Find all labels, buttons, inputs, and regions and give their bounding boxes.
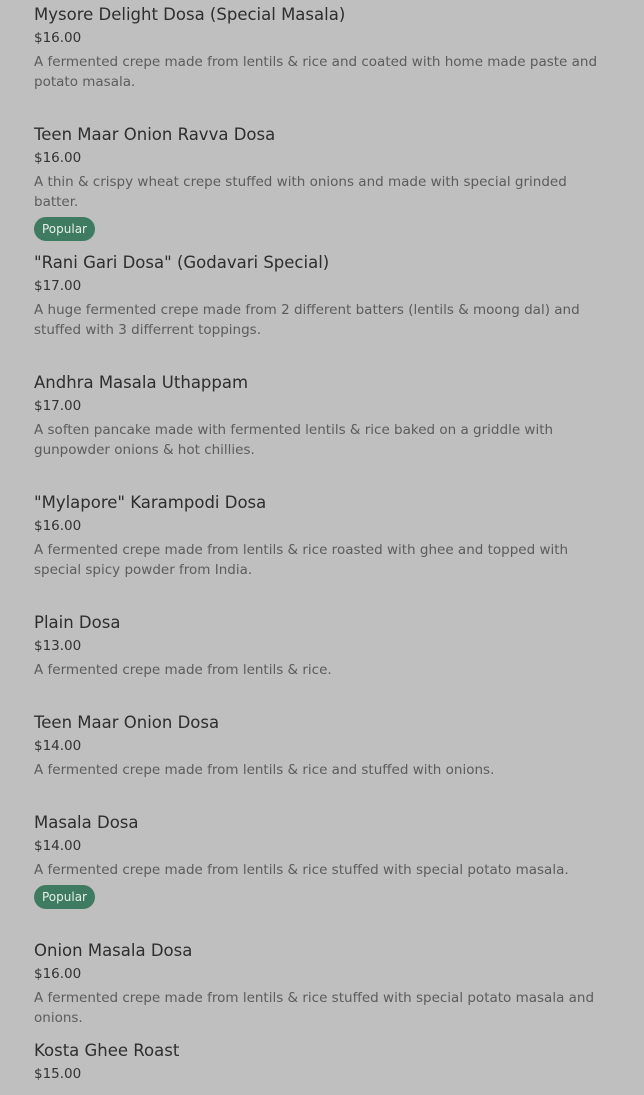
item-name: Kosta Ghee Roast xyxy=(34,1041,180,1060)
item-price: $16.00 xyxy=(34,966,82,982)
item-price: $16.00 xyxy=(34,150,82,166)
item-description: A thin & crispy wheat crepe stuffed with onions and made with special grinded batter. xyxy=(34,174,567,210)
item-description: A soften pancake made with fermented lentils & rice baked on a griddle with gunpowder onions & hot chillies. xyxy=(34,422,554,458)
item-description: A fermented crepe made from lentils & rice. xyxy=(34,662,332,678)
item-name: Andhra Masala Uthappam xyxy=(34,373,249,392)
menu-item[interactable] xyxy=(34,812,614,940)
menu-item[interactable] xyxy=(34,1040,614,1095)
menu-list xyxy=(34,4,614,1095)
item-name: Mysore Delight Dosa (Special Masala) xyxy=(34,5,346,24)
menu-item[interactable] xyxy=(34,372,614,492)
item-price: $15.00 xyxy=(34,1066,82,1082)
item-name: Teen Maar Onion Ravva Dosa xyxy=(34,125,276,144)
item-description: A huge fermented crepe made from 2 different batters (lentils & moong dal) and stuffed with 3 differrent toppings. xyxy=(34,302,580,338)
item-description: A fermented crepe made from lentils & rice stuffed with special potato masala. xyxy=(34,862,569,878)
item-description: A fermented crepe made from lentils & rice stuffed with special potato masala and onions. xyxy=(34,990,595,1026)
menu-item[interactable] xyxy=(34,252,614,372)
item-name: Plain Dosa xyxy=(34,613,121,632)
menu-item[interactable] xyxy=(34,4,614,124)
item-price: $17.00 xyxy=(34,398,82,414)
popular-badge: Popular xyxy=(34,885,95,909)
item-name: "Mylapore" Karampodi Dosa xyxy=(34,493,267,512)
item-description: A fermented crepe made from lentils & rice roasted with ghee and topped with special spicy powder from India. xyxy=(34,542,569,578)
item-price: $17.00 xyxy=(34,278,82,294)
item-description: A fermented crepe made from lentils & rice and coated with home made paste and potato masala. xyxy=(34,54,598,90)
item-price: $13.00 xyxy=(34,638,82,654)
item-price: $14.00 xyxy=(34,838,82,854)
item-price: $16.00 xyxy=(34,518,82,534)
item-name: Masala Dosa xyxy=(34,813,139,832)
item-price: $16.00 xyxy=(34,30,82,46)
menu-item[interactable] xyxy=(34,940,614,1040)
item-name: Teen Maar Onion Dosa xyxy=(34,713,220,732)
item-price: $14.00 xyxy=(34,738,82,754)
item-name: Onion Masala Dosa xyxy=(34,941,193,960)
menu-item[interactable] xyxy=(34,712,614,812)
menu-item[interactable] xyxy=(34,492,614,612)
popular-badge: Popular xyxy=(34,217,95,241)
item-description: A fermented crepe made from lentils & rice and stuffed with onions. xyxy=(34,762,495,778)
item-name: "Rani Gari Dosa" (Godavari Special) xyxy=(34,253,330,272)
menu-item[interactable] xyxy=(34,612,614,712)
menu-item[interactable] xyxy=(34,124,614,252)
